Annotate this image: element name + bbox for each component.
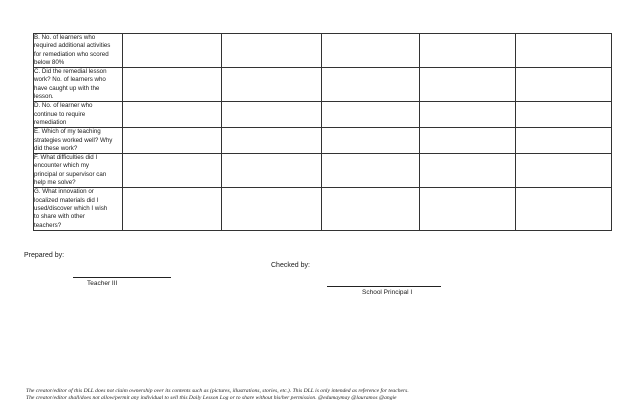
table-cell: [420, 34, 516, 68]
teacher-signature-line: [73, 277, 171, 278]
prepared-by-label: Prepared by:: [24, 252, 65, 259]
table-cell: [516, 154, 612, 188]
table-cell: [222, 34, 322, 68]
table-row: [34, 34, 612, 68]
table-cell: [516, 102, 612, 128]
table-cell: [222, 128, 322, 154]
disclaimer: [26, 388, 626, 403]
table-cell: [420, 68, 516, 102]
table-cell: [322, 188, 420, 230]
principal-signature-line: [327, 286, 441, 287]
row-label-c: C. Did the remedial lesson work? No. of learners who have caught up with the lesson.: [34, 68, 123, 102]
table-cell: [222, 154, 322, 188]
principal-role: School Principal I: [362, 289, 413, 296]
table-cell: [516, 34, 612, 68]
table-row: [34, 102, 612, 128]
table-row: [34, 68, 612, 102]
table-cell: [516, 128, 612, 154]
checked-by-label: Checked by:: [271, 262, 310, 269]
row-label-e: E. Which of my teaching strategies worked well? Why did these work?: [34, 128, 123, 154]
row-label-f: F. What difficulties did I encounter which my principal or supervisor can help me solve?: [34, 154, 123, 188]
table-cell: [123, 102, 222, 128]
table-cell: [322, 102, 420, 128]
table-cell: [123, 34, 222, 68]
table-cell: [123, 188, 222, 230]
table-cell: [123, 68, 222, 102]
table-cell: [420, 188, 516, 230]
table-cell: [222, 68, 322, 102]
table-cell: [123, 154, 222, 188]
row-label-b: B. No. of learners who required additional activities for remediation who scored below 80%: [34, 34, 123, 68]
table-cell: [322, 128, 420, 154]
table-cell: [322, 34, 420, 68]
row-label-d: D. No. of learner who continue to require remediation: [34, 102, 123, 128]
disclaimer-line-2: The creator/editor shall/does not allow/permit any individual to sell this Daily Lesson Log or to share without his/her permission. @edumaymay @lauramos @angie: [26, 395, 397, 402]
table-cell: [322, 154, 420, 188]
row-label-g: G. What innovation or localized materials did I used/discover which I wish to share with other teachers?: [34, 188, 123, 230]
table-cell: [516, 68, 612, 102]
reflection-table: [33, 33, 612, 231]
table-cell: [222, 188, 322, 230]
table-row: [34, 188, 612, 230]
table-cell: [420, 128, 516, 154]
teacher-role: Teacher III: [87, 280, 118, 287]
table-cell: [516, 188, 612, 230]
disclaimer-line-1: The creator/editor of this DLL does not claim ownership over its contents such as (pictures, illustrations, stories, etc.). This DLL is only intended as reference for teachers.: [26, 388, 409, 394]
table-row: [34, 154, 612, 188]
table-cell: [420, 102, 516, 128]
table-cell: [420, 154, 516, 188]
table-cell: [322, 68, 420, 102]
table-row: [34, 128, 612, 154]
table-cell: [123, 128, 222, 154]
table-cell: [222, 102, 322, 128]
